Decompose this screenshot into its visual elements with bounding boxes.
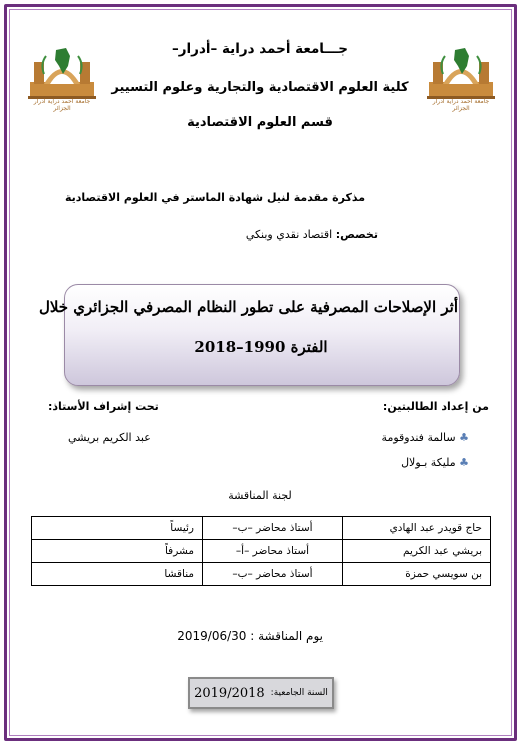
university-logo-left (26, 42, 98, 112)
university-emblem-icon (425, 42, 497, 104)
member-rank: أستاذ محاضر –ب– (203, 517, 343, 540)
department-name: قسم العلوم الاقتصادية (187, 115, 333, 130)
defense-date (177, 629, 323, 643)
logo-caption: جامعة احمد دراية ادرار الجزائر (432, 98, 490, 112)
specialty-value: اقتصاد نقدي وبنكي (245, 228, 333, 241)
member-name: بريشي عبد الكريم (343, 540, 491, 563)
table-row (32, 540, 491, 563)
logo-caption: جامعة احمد دراية ادرار الجزائر (33, 98, 91, 112)
table-row (32, 563, 491, 586)
table-row (32, 517, 491, 540)
faculty-name: كلية العلوم الاقتصادية والتجارية وعلوم التسيير (111, 80, 409, 95)
students-label: من إعداد الطالبتين: (382, 400, 489, 413)
defense-label: يوم المناقشة : (250, 629, 323, 643)
member-rank: أستاذ محاضر –أ– (203, 540, 343, 563)
supervisor-name: عبد الكريم بريشي (68, 431, 151, 444)
specialty (246, 228, 378, 241)
academic-year-value: 2019/2018 (194, 685, 265, 701)
academic-year-box (188, 677, 334, 709)
member-role: رئيساً (32, 517, 203, 540)
student-name: مليكة بـولال (401, 456, 456, 469)
club-bullet-icon: ♣ (459, 456, 469, 469)
student-name: سالمة فندوقومة (381, 431, 456, 444)
academic-year-label: السنة الجامعية: (270, 688, 328, 698)
committee-table (31, 516, 491, 586)
supervisor-label: تحت إشراف الأستاذ: (48, 400, 159, 413)
student-item (401, 456, 469, 469)
member-name: بن سويسي حمزة (343, 563, 491, 586)
member-name: حاج قويدر عبد الهادي (343, 517, 491, 540)
university-name: جـــامعة أحمد دراية –أدرار– (172, 41, 348, 57)
defense-date-value: 2019/06/30 (177, 629, 247, 643)
member-role: مشرفاً (32, 540, 203, 563)
member-role: مناقشا (32, 563, 203, 586)
university-emblem-icon (26, 42, 98, 104)
thesis-title-line-2: الفترة 1990–2018 (194, 338, 328, 356)
member-rank: أستاذ محاضر –ب– (203, 563, 343, 586)
student-item (382, 431, 469, 444)
university-logo-right (425, 42, 497, 112)
club-bullet-icon: ♣ (459, 431, 469, 444)
committee-label: لجنة المناقشة (228, 489, 292, 502)
specialty-label: تخصص: (335, 228, 378, 241)
thesis-purpose: مذكرة مقدمة لنيل شهادة الماستر في العلوم الاقتصادية (64, 191, 365, 204)
thesis-title-line-1: أثر الإصلاحات المصرفية على تطور النظام المصرفي الجزائري خلال (38, 298, 458, 316)
